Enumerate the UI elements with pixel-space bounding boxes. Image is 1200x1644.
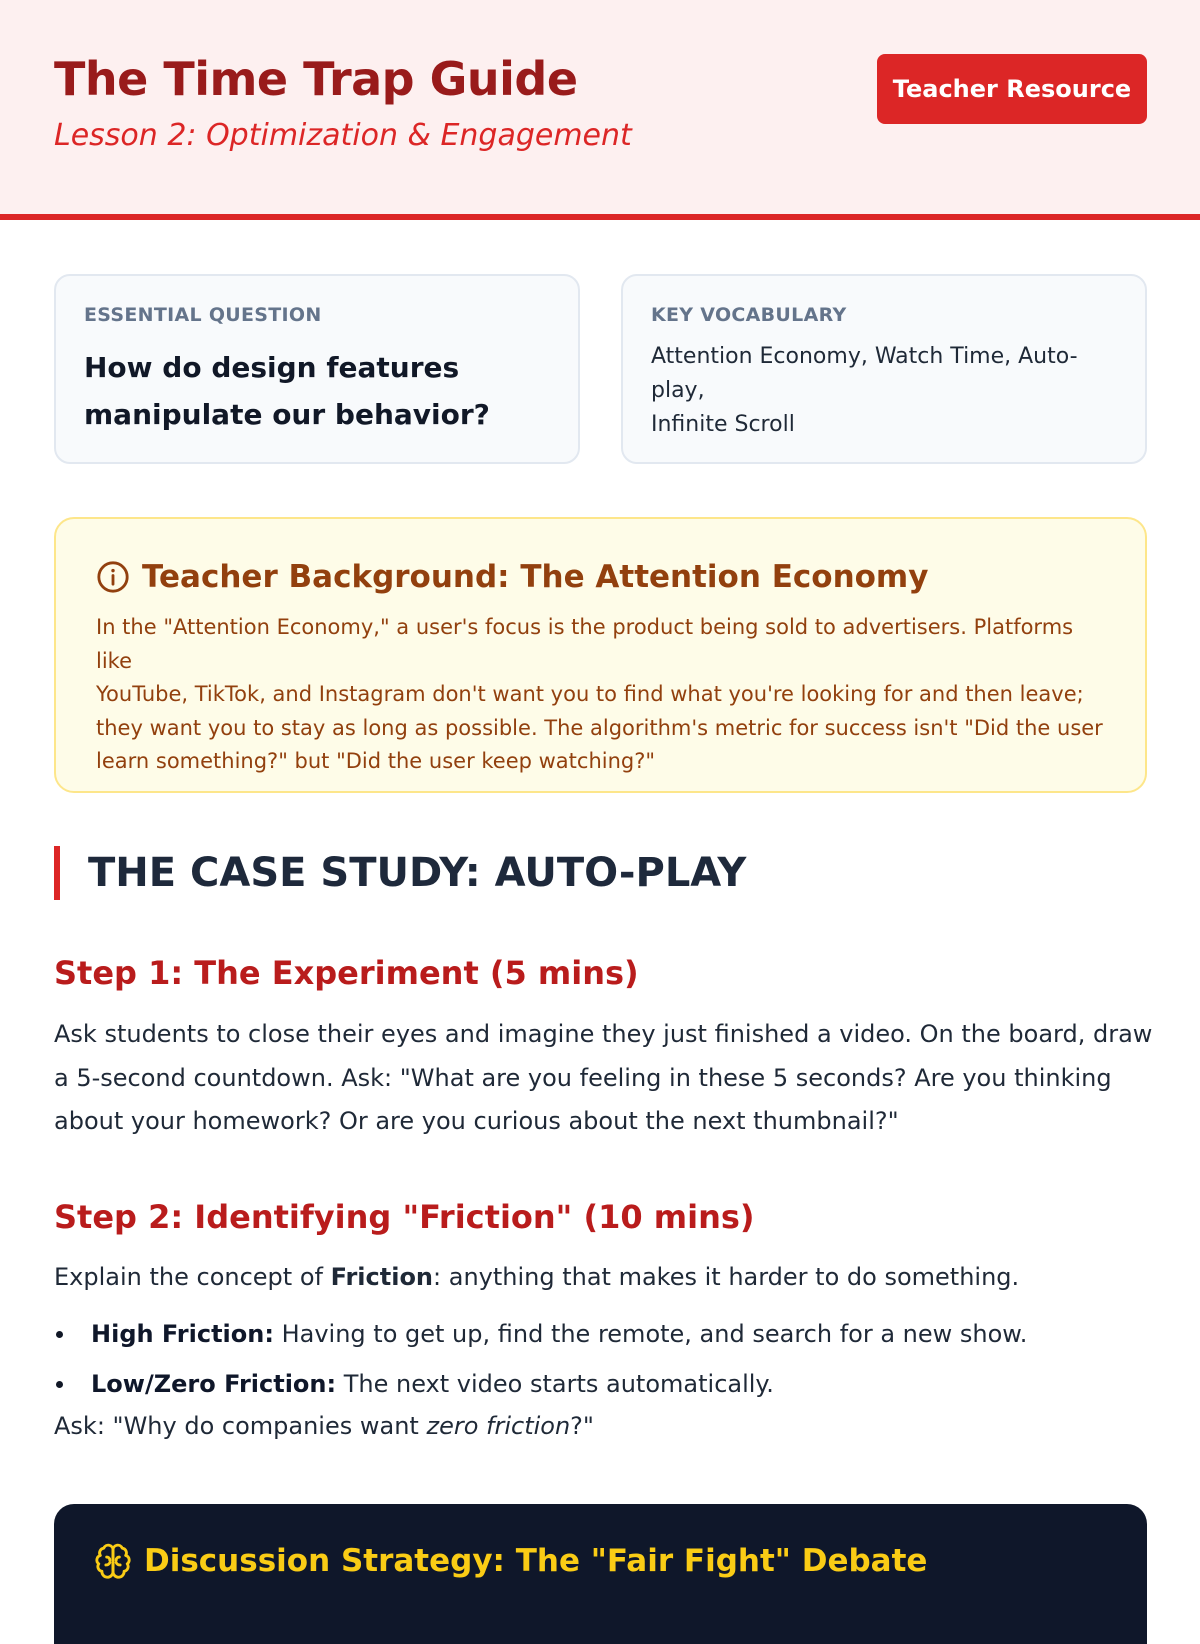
teacher-background-box xyxy=(54,517,1147,793)
step2-title: Step 2: Identifying "Friction" (10 mins) xyxy=(54,1198,755,1236)
step2-intro-text: : anything that makes it harder to do something. xyxy=(433,1263,1020,1291)
essential-question-card xyxy=(54,274,580,464)
zero-friction-emphasis: zero friction xyxy=(426,1412,571,1440)
bullet-text: Having to get up, find the remote, and search for a new show. xyxy=(273,1320,1028,1348)
discussion-heading xyxy=(94,1542,1107,1580)
teacher-background-heading xyxy=(96,559,1105,595)
step2-ask xyxy=(54,1405,1154,1449)
essential-question-line: manipulate our behavior? xyxy=(84,398,490,431)
teacher-background-line: learn something?" but "Did the user keep watching?" xyxy=(96,749,656,773)
teacher-background-title: Teacher Background: The Attention Economy xyxy=(142,559,929,595)
essential-question-line: How do design features xyxy=(84,351,460,384)
teacher-background-text xyxy=(96,611,1105,779)
bullet-term: High Friction: xyxy=(91,1320,274,1348)
key-vocabulary-line: Attention Economy, Watch Time, Auto-play, xyxy=(651,344,1078,403)
friction-term: Friction xyxy=(330,1263,434,1291)
lesson-subtitle: Lesson 2: Optimization & Engagement xyxy=(54,118,632,153)
bullet-text: The next video starts automatically. xyxy=(336,1370,774,1398)
key-vocabulary-line: Infinite Scroll xyxy=(651,412,795,437)
key-vocabulary-label: KEY VOCABULARY xyxy=(651,304,847,326)
brain-icon xyxy=(94,1542,132,1580)
key-vocabulary-card xyxy=(621,274,1147,464)
teacher-background-line: In the "Attention Economy," a user's focus is the product being sold to advertisers. Platforms like xyxy=(96,615,1074,673)
step1-text xyxy=(54,1013,1154,1144)
info-icon xyxy=(96,560,130,594)
case-study-title: THE CASE STUDY: AUTO-PLAY xyxy=(54,846,746,900)
step1-line: about your homework? Or are you curious about the next thumbnail?" xyxy=(54,1107,899,1135)
page-header xyxy=(0,0,1200,220)
step2-ask-text: Ask: "Why do companies want xyxy=(54,1412,427,1440)
essential-question-label: ESSENTIAL QUESTION xyxy=(84,304,322,326)
friction-list xyxy=(54,1314,1027,1414)
step2-intro xyxy=(54,1256,1154,1300)
teacher-resource-badge: Teacher Resource xyxy=(877,54,1147,124)
key-vocabulary-text xyxy=(651,340,1117,442)
step1-title: Step 1: The Experiment (5 mins) xyxy=(54,954,639,992)
teacher-background-line: they want you to stay as long as possible. The algorithm's metric for success isn't "Did the user xyxy=(96,715,1103,740)
discussion-strategy-box xyxy=(54,1504,1147,1644)
step2-ask-text: ?" xyxy=(570,1412,594,1440)
step2-intro-text: Explain the concept of xyxy=(54,1263,331,1291)
list-item xyxy=(54,1314,1027,1364)
essential-question-text xyxy=(84,344,550,438)
page-title: The Time Trap Guide xyxy=(54,52,578,106)
discussion-title: Discussion Strategy: The "Fair Fight" Debate xyxy=(144,1543,928,1579)
bullet-term: Low/Zero Friction: xyxy=(91,1370,337,1398)
step1-line: a 5-second countdown. Ask: "What are you feeling in these 5 seconds? Are you thinking xyxy=(54,1063,1112,1092)
teacher-background-line: YouTube, TikTok, and Instagram don't want you to find what you're looking for and then leave; xyxy=(96,682,1084,706)
step1-line: Ask students to close their eyes and imagine they just finished a video. On the board, draw xyxy=(54,1020,1153,1048)
